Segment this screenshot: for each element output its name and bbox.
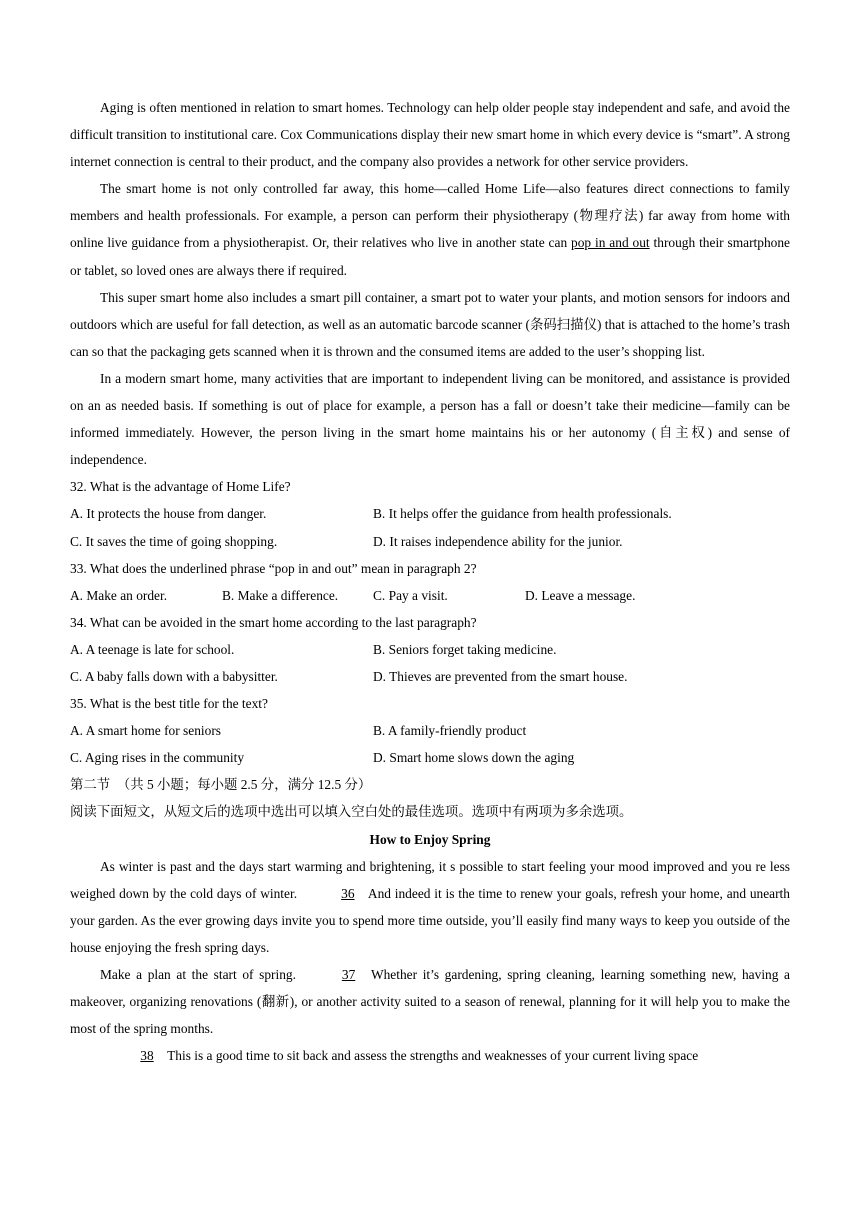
spring-paragraph-1-text-b: And indeed it is the time to renew your goals, refresh your home, and unearth your garden. As the ever growing days invite you to spend more time outside, you’ll easily find many ways to keep you outside of the house enjoying the fresh spring days. bbox=[70, 885, 790, 955]
question-33-option-b: B. Make a difference. bbox=[222, 587, 339, 603]
question-34-option-a: A. A teenage is late for school. bbox=[70, 641, 235, 657]
question-35-option-b: B. A family-friendly product bbox=[373, 723, 527, 739]
spring-paragraph-1-text-a: As winter is past and the days start warming and brightening, it s possible to start feeling your mood improved and you re less weighed down by the cold days of winter. bbox=[70, 858, 790, 901]
spring-paragraph-3 bbox=[70, 1042, 790, 1069]
spring-paragraph-3-text: This is a good time to sit back and assess the strengths and weaknesses of your current living space bbox=[164, 1048, 699, 1064]
question-35-option-c: C. Aging rises in the community bbox=[70, 750, 245, 766]
question-34-option-b: B. Seniors forget taking medicine. bbox=[373, 641, 557, 657]
question-32-option-c: C. It saves the time of going shopping. bbox=[70, 533, 278, 549]
question-33-options-row bbox=[70, 582, 790, 609]
spring-paragraph-1 bbox=[70, 853, 790, 961]
question-34-options-row-1 bbox=[70, 636, 790, 663]
spring-paragraph-2-text-b: Whether it’s gardening, spring cleaning, learning something new, having a makeover, organizing renovations (翻新), or another activity suited to a season of renewal, planning for it will help you to make the most of the spring months. bbox=[70, 967, 790, 1037]
paragraph-3: This super smart home also includes a smart pill container, a smart pot to water your plants, and motion sensors for indoors and outdoors which are useful for fall detection, as well as an automatic barcode scanner (条码扫描仪) that is attached to the home’s trash can so that the packaging gets scanned when it is thrown and the consumed items are added to the user’s shopping list. bbox=[70, 289, 790, 359]
question-35-option-d: D. Smart home slows down the aging bbox=[373, 750, 575, 766]
question-34-option-d: D. Thieves are prevented from the smart house. bbox=[373, 668, 628, 684]
paragraph-1: Aging is often mentioned in relation to smart homes. Technology can help older people stay independent and safe, and avoid the difficult transition to institutional care. Cox Communications display their new smart home in which every device is “smart”. A strong internet connection is central to their product, and the company also provides a network for other service providers. bbox=[70, 100, 790, 170]
question-32-options-row-1 bbox=[70, 500, 790, 527]
spring-paragraph-2 bbox=[70, 961, 790, 1042]
question-33-option-a: A. Make an order. bbox=[70, 587, 168, 603]
paragraph-4: In a modern smart home, many activities that are important to independent living can be monitored, and assistance is provided on an as needed basis. If something is out of place for example, a person has a fall or doesn’t take their medicine—family can be informed immediately. However, the person living in the smart home maintains his or her autonomy (自主权) and sense of independence. bbox=[70, 370, 790, 468]
paragraph-2-text-b: through their smartphone or tablet, so loved ones are always there if required. bbox=[70, 235, 790, 278]
question-35-option-a: A. A smart home for seniors bbox=[70, 723, 221, 739]
question-33-stem: 33. What does the underlined phrase “pop in and out” mean in paragraph 2? bbox=[70, 560, 477, 576]
section-2-instruction: 阅读下面短文，从短文后的选项中选出可以填入空白处的最佳选项。选项中有两项为多余选项。 bbox=[70, 804, 633, 820]
question-34-stem: 34. What can be avoided in the smart home according to the last paragraph? bbox=[70, 614, 477, 630]
question-32-option-b: B. It helps offer the guidance from health professionals. bbox=[373, 506, 672, 522]
question-32-stem: 32. What is the advantage of Home Life? bbox=[70, 479, 291, 495]
paragraph-2 bbox=[70, 175, 790, 283]
question-32-options-row-2 bbox=[70, 528, 790, 555]
question-35-stem: 35. What is the best title for the text? bbox=[70, 696, 268, 712]
question-35-options-row-1 bbox=[70, 717, 790, 744]
question-35-options-row-2 bbox=[70, 744, 790, 771]
blank-38: 38 bbox=[140, 1048, 154, 1064]
blank-36: 36 bbox=[341, 885, 355, 901]
underlined-phrase: pop in and out bbox=[571, 235, 650, 251]
section-2-heading: 第二节 （共 5 小题；每小题 2.5 分，满分 12.5 分） bbox=[70, 777, 372, 793]
question-32-option-a: A. It protects the house from danger. bbox=[70, 506, 267, 522]
question-33-option-c: C. Pay a visit. bbox=[373, 587, 448, 603]
question-34-options-row-2 bbox=[70, 663, 790, 690]
question-32-option-d: D. It raises independence ability for the junior. bbox=[373, 533, 623, 549]
passage-title: How to Enjoy Spring bbox=[369, 831, 491, 847]
spring-paragraph-2-text-a: Make a plan at the start of spring. bbox=[100, 967, 302, 982]
question-33-option-d: D. Leave a message. bbox=[525, 587, 636, 603]
question-34-option-c: C. A baby falls down with a babysitter. bbox=[70, 668, 278, 684]
paragraph-2-text-a: The smart home is not only controlled far away, this home—called Home Life—also features direct connections to family members and health professionals. For example, a person can perform their physiotherapy (物理疗法) far away from home with online live guidance from a physiotherapist. Or, their relatives who live in another state can bbox=[70, 181, 790, 251]
blank-37: 37 bbox=[341, 967, 356, 982]
